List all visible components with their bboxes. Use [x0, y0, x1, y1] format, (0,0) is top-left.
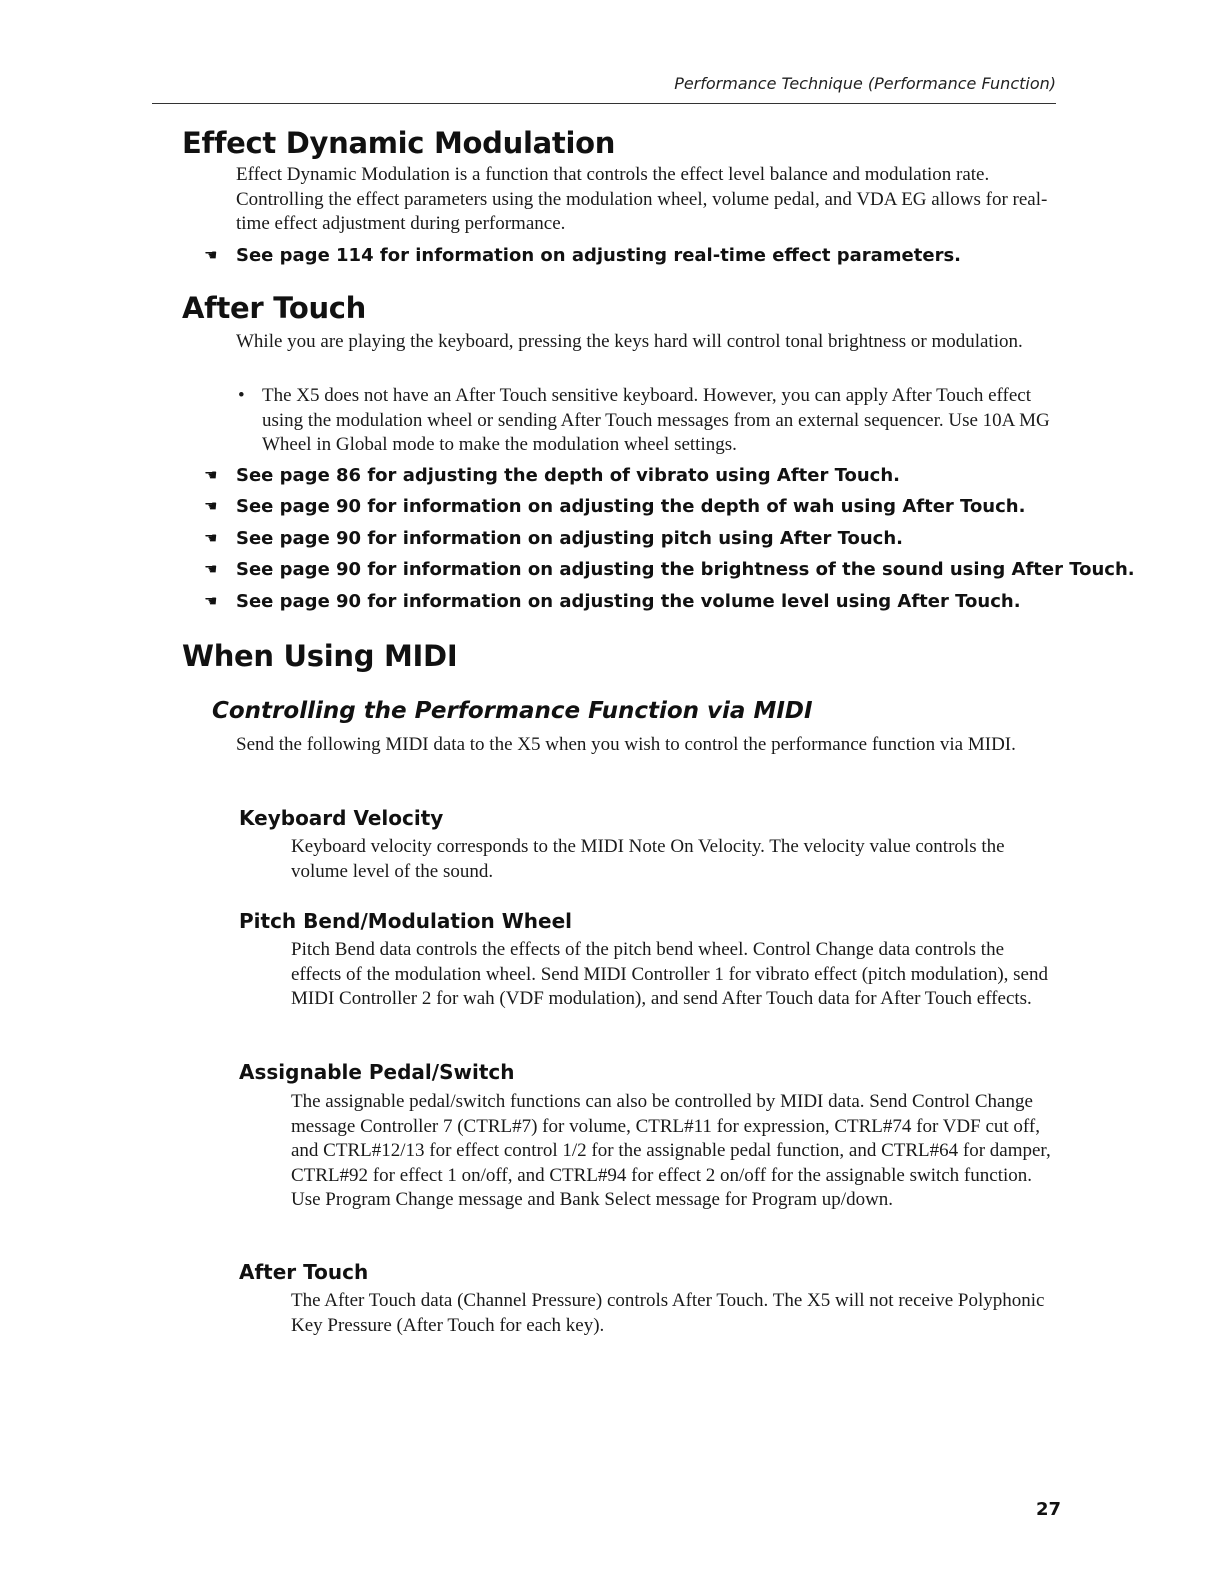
effect-dynamic-modulation-body: Effect Dynamic Modulation is a function that controls the effect level balance and modulation rate. Controlling the effect parameters using the modulation wheel, volume pedal, and VDA EG allows for real-time effect adjustment during performance.: [236, 164, 1048, 234]
reference-line: [204, 465, 900, 486]
heading-after-touch-midi: After Touch: [239, 1260, 369, 1284]
heading-pitch-bend-modulation-wheel: Pitch Bend/Modulation Wheel: [239, 909, 572, 933]
heading-after-touch: After Touch: [182, 291, 367, 325]
reference-text: See page 90 for information on adjusting pitch using After Touch.: [236, 528, 903, 549]
heading-keyboard-velocity: Keyboard Velocity: [239, 806, 444, 830]
heading-assignable-pedal-switch: Assignable Pedal/Switch: [239, 1060, 515, 1084]
assignable-pedal-switch-body: The assignable pedal/switch functions can also be controlled by MIDI data. Send Control Change message Controller 7 (CTRL#7) for volume, CTRL#11 for expression, CTRL#74 for VDF cut off, and CTRL#12/13 for effect control 1/2 for the assignable pedal function, and CTRL#64 for damper, CTRL#92 for effect 1 on/off, and CTRL#94 for effect 2 on/off for the assignable switch function. Use Program Change message and Bank Select message for Program up/down.: [291, 1091, 1051, 1210]
reference-line: [204, 591, 1021, 612]
reference-text: See page 114 for information on adjusting real-time effect parameters.: [236, 245, 961, 266]
after-touch-body: While you are playing the keyboard, pressing the keys hard will control tonal brightness or modulation.: [236, 331, 1023, 352]
heading-effect-dynamic-modulation: Effect Dynamic Modulation: [182, 126, 616, 160]
after-touch-midi-body: The After Touch data (Channel Pressure) controls After Touch. The X5 will not receive Polyphonic Key Pressure (After Touch for each key).: [291, 1290, 1045, 1336]
running-head: Performance Technique (Performance Function): [674, 74, 1056, 93]
bullet-dot-icon: •: [238, 385, 245, 406]
bullet-text: The X5 does not have an After Touch sensitive keyboard. However, you can apply After Touch effect using the modulation wheel or sending After Touch messages from an external sequencer. Use 10A MG Wheel in Global mode to make the modulation wheel settings.: [262, 385, 1050, 455]
reference-line: [204, 528, 903, 549]
keyboard-velocity-body: Keyboard velocity corresponds to the MIDI Note On Velocity. The velocity value controls the volume level of the sound.: [291, 836, 1005, 882]
pointing-hand-icon: ☚: [204, 529, 218, 547]
subheading-controlling-via-midi: Controlling the Performance Function via MIDI: [212, 698, 813, 724]
reference-text: See page 90 for information on adjusting the brightness of the sound using After Touch.: [236, 559, 1135, 580]
header-rule: [152, 103, 1056, 104]
after-touch-bullet: [238, 384, 1050, 458]
pointing-hand-icon: ☚: [204, 592, 218, 610]
pointing-hand-icon: ☚: [204, 560, 218, 578]
pitch-bend-modulation-wheel-body: Pitch Bend data controls the effects of the pitch bend wheel. Control Change data controls the effects of the modulation wheel. Send MIDI Controller 1 for vibrato effect (pitch modulation), send MIDI Controller 2 for wah (VDF modulation), and send After Touch data for After Touch effects.: [291, 939, 1048, 1009]
page-number: 27: [1036, 1499, 1062, 1520]
controlling-via-midi-body: Send the following MIDI data to the X5 when you wish to control the performance function via MIDI.: [236, 734, 1016, 755]
reference-line: [204, 496, 1025, 517]
pointing-hand-icon: ☚: [204, 246, 218, 264]
reference-text: See page 90 for information on adjusting the depth of wah using After Touch.: [236, 496, 1026, 517]
heading-when-using-midi: When Using MIDI: [182, 639, 458, 673]
reference-text: See page 90 for information on adjusting the volume level using After Touch.: [236, 591, 1021, 612]
reference-line: [204, 559, 1135, 580]
pointing-hand-icon: ☚: [204, 466, 218, 484]
reference-line: [204, 245, 961, 266]
reference-text: See page 86 for adjusting the depth of vibrato using After Touch.: [236, 465, 901, 486]
pointing-hand-icon: ☚: [204, 497, 218, 515]
